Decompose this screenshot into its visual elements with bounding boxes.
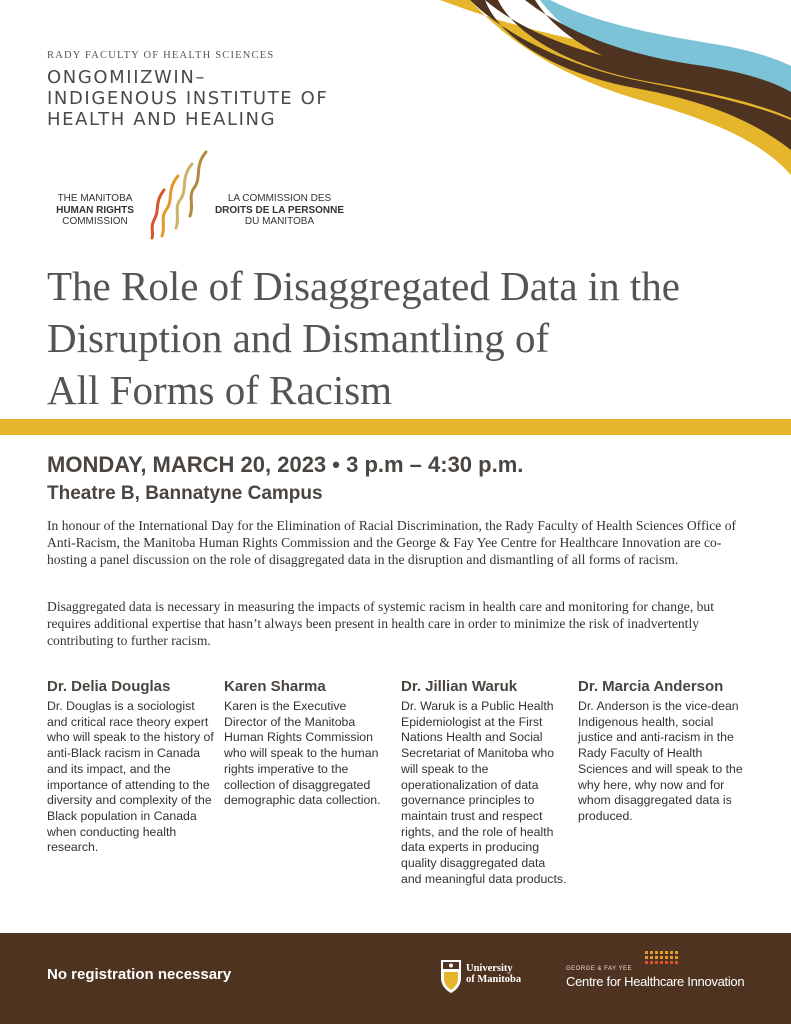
speaker-name: Dr. Jillian Waruk	[401, 678, 518, 695]
speaker-bio: Dr. Waruk is a Public Health Epidemiologist at the First Nations Health and Social Secretariat of Manitoba who will speak to the operationalization of data governance principles to maintain trust and respect rights, and the role of health data experts in producing quality disaggregated data and meaningful data products.	[401, 699, 567, 886]
decorative-wave-graphic	[430, 0, 791, 175]
speaker-name: Dr. Delia Douglas	[47, 678, 171, 695]
speaker-card	[578, 678, 748, 825]
context-paragraph: Disaggregated data is necessary in measuring the impacts of systemic racism in health care and monitoring for change, but requires additional expertise that hasn’t always been present in health care in order to minimize the risk of inadvertently contributing to further racism.	[47, 599, 715, 648]
event-location: Theatre B, Bannatyne Campus	[47, 483, 323, 504]
title-line-3: All Forms of Racism	[47, 367, 393, 413]
speaker-name: Dr. Marcia Anderson	[578, 678, 724, 695]
speaker-name: Karen Sharma	[224, 678, 326, 695]
hrc-logo-french: LA COMMISSION DES DROITS DE LA PERSONNE DU MANITOBA	[214, 193, 345, 227]
university-of-manitoba-logo: University of Manitoba	[466, 963, 522, 985]
speaker-bio: Karen is the Executive Director of the Manitoba Human Rights Commission who will speak to the human rights imperative to the collection of disaggregated demographic data collection.	[224, 699, 381, 808]
registration-note: No registration necessary	[47, 966, 232, 983]
chi-dots-icon	[645, 951, 685, 965]
institute-line-1: ONGOMIIZWIN–	[47, 67, 206, 88]
gold-divider	[0, 419, 791, 435]
speaker-card	[401, 678, 567, 887]
chi-logo-subtitle: GEORGE & FAY YEE	[566, 966, 633, 972]
flame-logo-icon	[146, 148, 211, 243]
speaker-card	[47, 678, 217, 856]
speaker-bio: Dr. Douglas is a sociologist and critical race theory expert who will speak to the history of anti-Black racism in Canada and its impact, and the importance of attending to the diversity and complexity of the Black population in Canada when conducting health research.	[47, 699, 214, 855]
event-title	[47, 260, 767, 416]
speaker-bio: Dr. Anderson is the vice-dean Indigenous health, social justice and anti-racism in the Rady Faculty of Health Sciences and will speak to the why here, why now and for whom disaggregated data is produced.	[578, 699, 743, 823]
speaker-card	[224, 678, 388, 809]
institute-line-3: HEALTH AND HEALING	[47, 109, 277, 130]
institute-line-2: INDIGENOUS INSTITUTE OF	[47, 88, 329, 109]
faculty-label: RADY FACULTY OF HEALTH SCIENCES	[47, 50, 275, 61]
hrc-logo-english: THE MANITOBA HUMAN RIGHTS COMMISSION	[56, 193, 134, 227]
chi-logo-title: Centre for Healthcare Innovation	[566, 974, 745, 989]
institute-name	[47, 67, 328, 130]
event-date-time: MONDAY, MARCH 20, 2023 • 3 p.m – 4:30 p.m.	[47, 452, 524, 477]
university-crest-icon	[440, 958, 462, 994]
intro-paragraph: In honour of the International Day for the Elimination of Racial Discrimination, the Rady Faculty of Health Sciences Office of Anti-Racism, the Manitoba Human Rights Commission and the George & Fay Yee Centre for Healthcare Innovation are co-hosting a panel discussion on the role of disaggregated data in the disruption and dismantling of all forms of racism.	[47, 518, 737, 567]
title-line-1: The Role of Disaggregated Data in the	[47, 263, 680, 309]
title-line-2: Disruption and Dismantling of	[47, 315, 550, 361]
